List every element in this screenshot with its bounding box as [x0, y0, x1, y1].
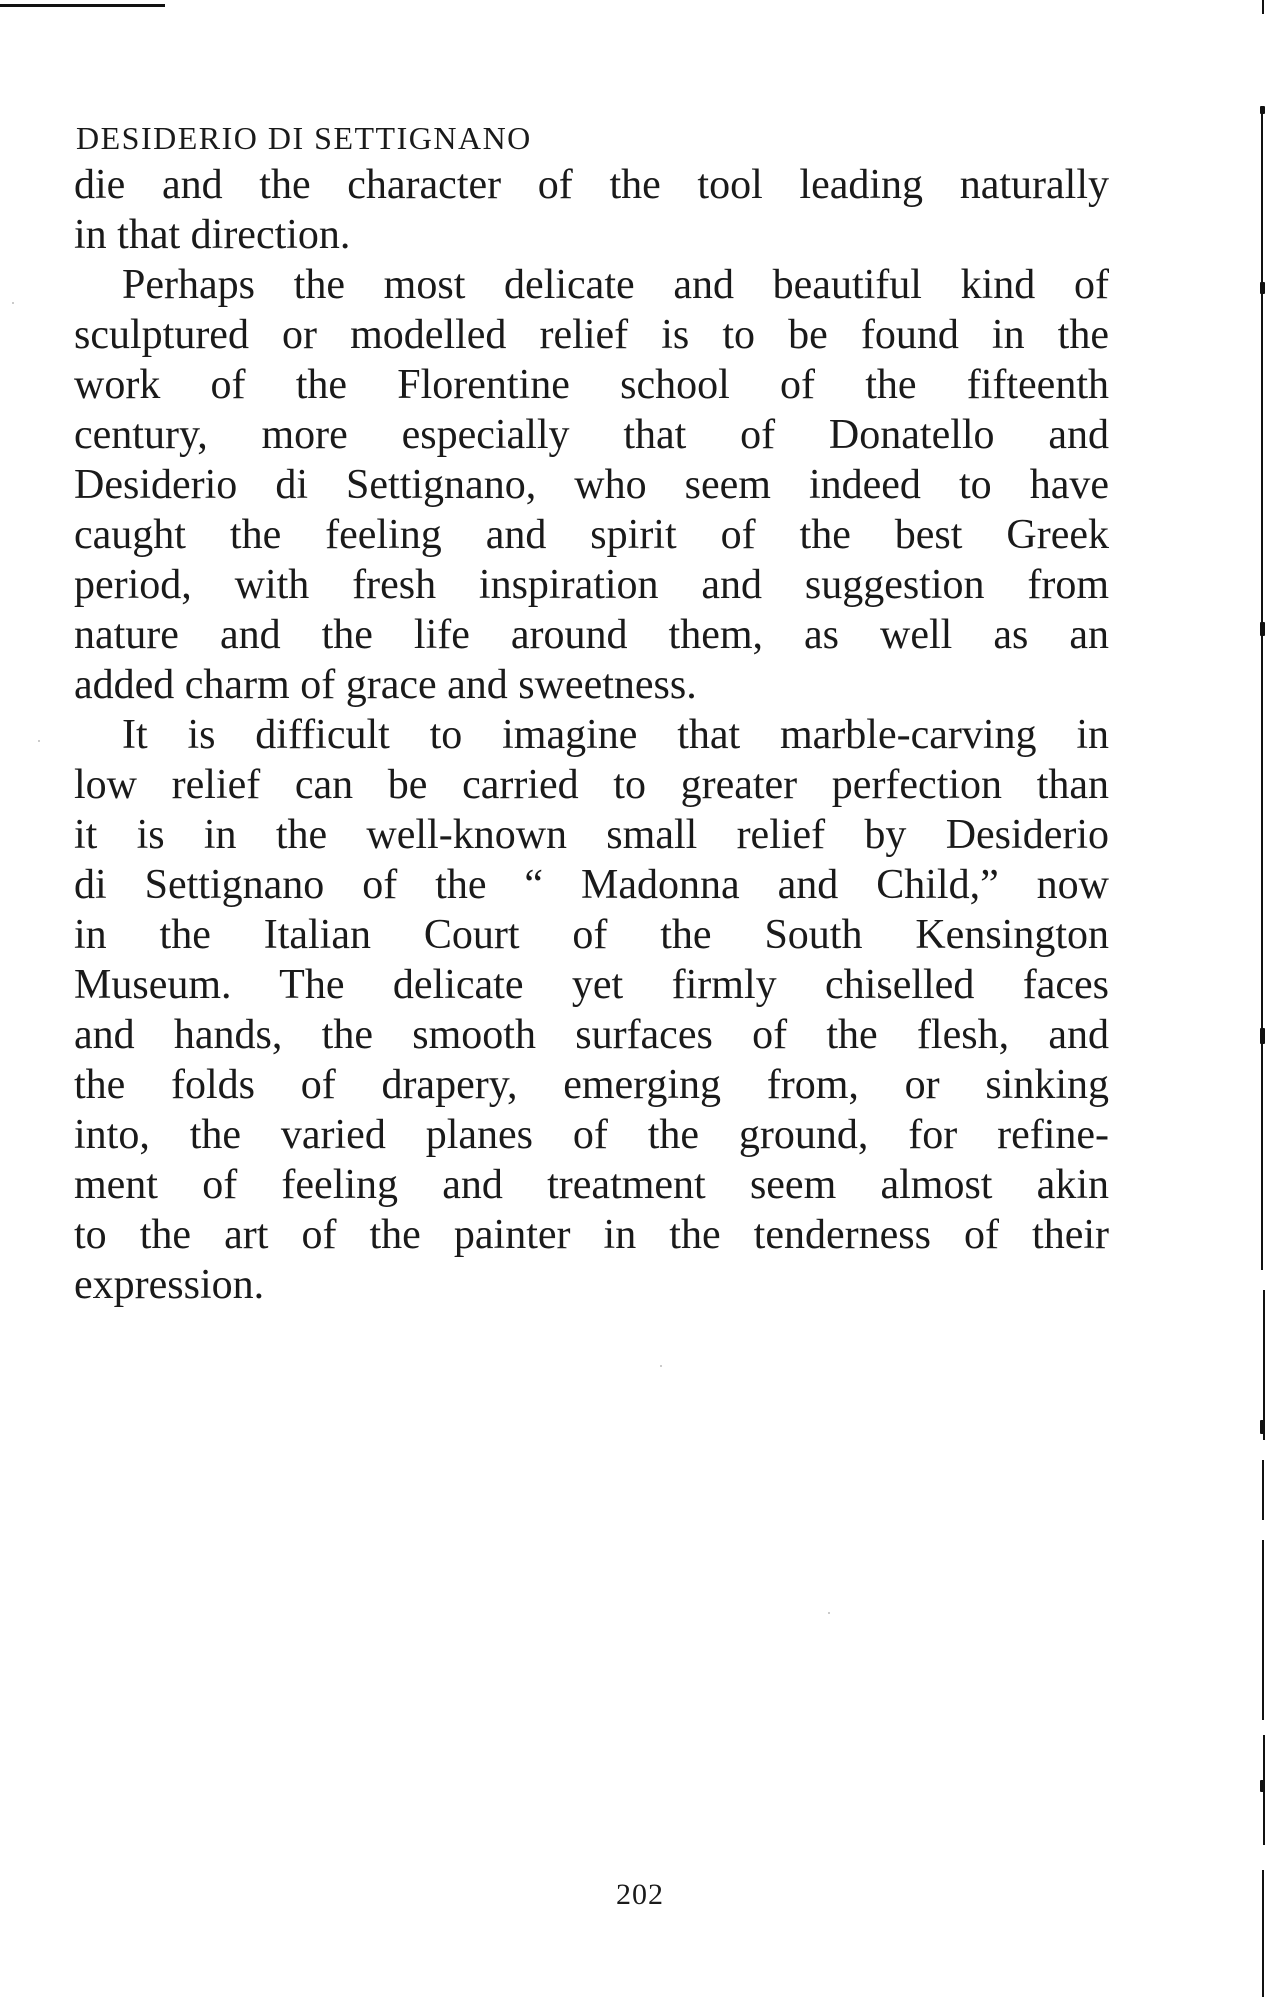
text-line: low relief can be carried to greater perfection than	[74, 762, 1109, 808]
page-number: 202	[616, 1878, 664, 1911]
text-line: die and the character of the tool leading naturally	[74, 162, 1109, 208]
running-head: DESIDERIO DI SETTIGNANO	[76, 120, 532, 156]
text-line: the folds of drapery, emerging from, or sinking	[74, 1062, 1109, 1108]
paragraph-2	[74, 260, 1109, 710]
text-line: added charm of grace and sweetness.	[74, 662, 697, 708]
scan-speck	[38, 740, 40, 742]
text-line: Desiderio di Settignano, who seem indeed to have	[74, 462, 1109, 508]
text-line: into, the varied planes of the ground, for refine-	[74, 1112, 1109, 1158]
scan-speck	[828, 1612, 830, 1614]
text-line: in the Italian Court of the South Kensington	[74, 912, 1109, 958]
text-line: work of the Florentine school of the fifteenth	[74, 362, 1109, 408]
body-text	[74, 160, 1109, 1310]
text-line: nature and the life around them, as well as an	[74, 612, 1109, 658]
text-line: caught the feeling and spirit of the best Greek	[74, 512, 1109, 558]
text-line: Perhaps the most delicate and beautiful kind of	[122, 262, 1109, 308]
text-line: expression.	[74, 1262, 265, 1308]
text-line: it is in the well-known small relief by Desiderio	[74, 812, 1109, 858]
text-line: Museum. The delicate yet firmly chiselled faces	[74, 962, 1109, 1008]
paragraph-1	[74, 160, 1109, 260]
text-line: It is difficult to imagine that marble-carving in	[122, 712, 1109, 758]
text-line: sculptured or modelled relief is to be found in the	[74, 312, 1109, 358]
text-line: period, with fresh inspiration and suggestion from	[74, 562, 1109, 608]
scan-speck	[12, 302, 14, 304]
scan-top-rule	[0, 4, 165, 7]
text-line: di Settignano of the “ Madonna and Child,” now	[74, 862, 1109, 908]
text-line: in that direction.	[74, 212, 351, 258]
text-line: and hands, the smooth surfaces of the flesh, and	[74, 1012, 1109, 1058]
text-line: century, more especially that of Donatello and	[74, 412, 1109, 458]
paragraph-3	[74, 710, 1109, 1310]
text-line: to the art of the painter in the tenderness of their	[74, 1212, 1109, 1258]
text-line: ment of feeling and treatment seem almost akin	[74, 1162, 1109, 1208]
scan-speck	[660, 1365, 662, 1367]
scan-page-edge	[1260, 0, 1280, 1997]
